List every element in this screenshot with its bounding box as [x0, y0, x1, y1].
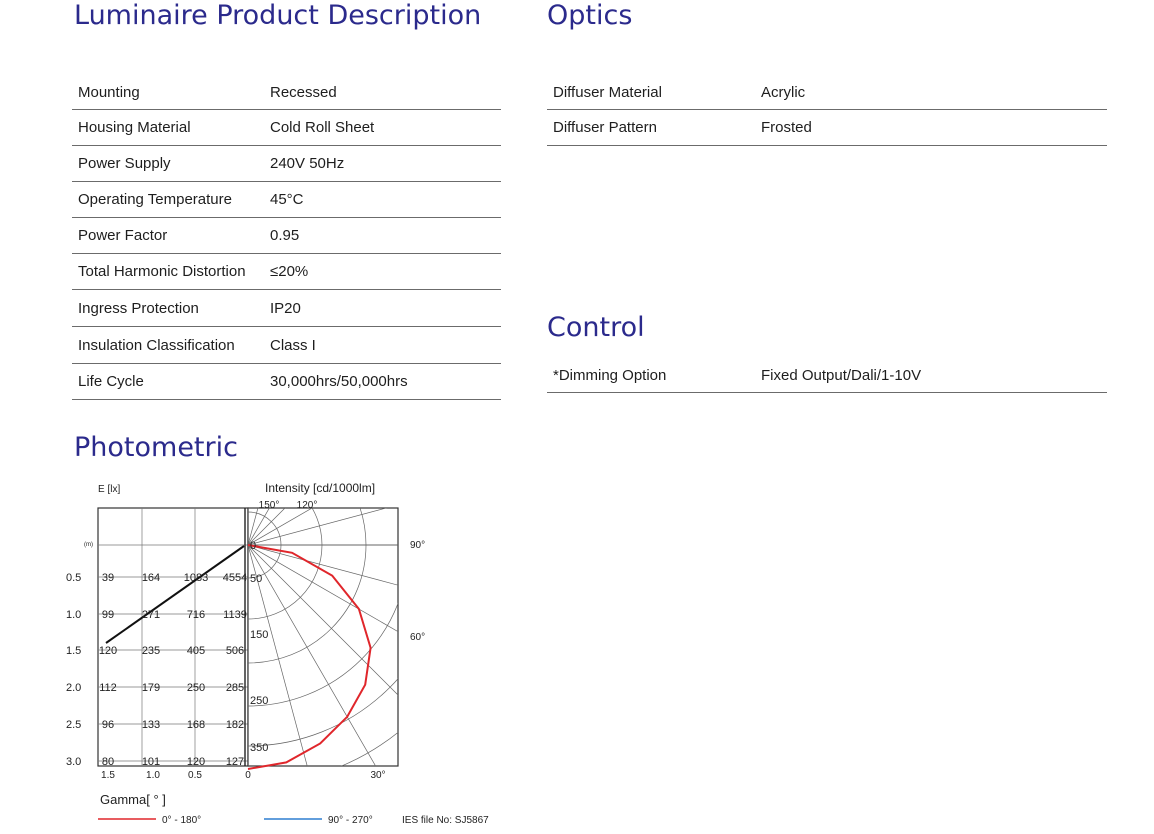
polar-spoke [248, 545, 531, 828]
illuminance-value: 4554 [222, 572, 248, 584]
spec-value: Cold Roll Sheet [270, 119, 375, 136]
photometric-title: Photometric [74, 432, 238, 463]
illuminance-value: 112 [99, 682, 117, 694]
distance-label: 2.5 [66, 719, 82, 731]
spec-row [72, 110, 501, 146]
polar-angle-label: 90° [410, 540, 426, 551]
illuminance-value: 716 [186, 609, 206, 621]
illuminance-value: 250 [186, 682, 206, 694]
polar-angle-label: 150° [258, 500, 280, 511]
intensity-axis-label: Intensity [cd/1000lm] [265, 481, 376, 495]
spec-value: Acrylic [761, 84, 806, 101]
luminaire-table [72, 76, 501, 400]
illuminance-value: 285 [225, 682, 245, 694]
polar-frame [248, 508, 398, 766]
distance-label: 1.5 [66, 645, 82, 657]
spec-label: Diffuser Material [553, 84, 662, 101]
spec-value: IP20 [270, 299, 301, 317]
spec-value: ≤20% [270, 263, 309, 280]
spec-label: Ingress Protection [78, 299, 199, 317]
photometric-chart [66, 478, 570, 834]
optics-table [547, 76, 1107, 146]
illuminance-value: 96 [101, 719, 115, 731]
illuminance-value: 1139 [223, 609, 247, 621]
spec-row [547, 76, 1107, 110]
illuminance-value: 179 [141, 682, 161, 694]
distance-label: 3.0 [66, 756, 82, 768]
luminaire-title: Luminaire Product Description [74, 0, 482, 31]
illuminance-value: 127 [225, 756, 245, 768]
intensity-curve-0-180 [248, 545, 371, 769]
illuminance-value: 120 [186, 756, 206, 768]
control-title: Control [547, 312, 645, 343]
distance-label: 0.5 [66, 572, 82, 584]
spec-row [72, 218, 501, 254]
spec-label: Total Harmonic Distortion [78, 263, 246, 280]
spec-row [72, 146, 501, 182]
illuminance-value: 39 [101, 572, 115, 584]
legend-label-90-270: 90° - 270° [328, 815, 373, 826]
illuminance-value: 235 [141, 645, 161, 657]
ies-file-label: IES file No: SJ5867 [402, 815, 489, 826]
gamma-axis-label: Gamma[ ° ] [100, 792, 166, 807]
polar-spoke [248, 545, 594, 745]
radial-label: 250 [250, 695, 269, 707]
control-table [547, 358, 1107, 393]
spec-value: 30,000hrs/50,000hrs [270, 373, 408, 390]
optics-title: Optics [547, 0, 633, 31]
illuminance-axis-label: E [lx] [98, 484, 121, 495]
spec-value: Fixed Output/Dali/1-10V [761, 366, 922, 384]
spec-label: *Dimming Option [553, 366, 667, 384]
spec-label: Power Supply [78, 155, 171, 172]
distance-axis-tick: 1.0 [146, 770, 160, 781]
spec-value: Class I [270, 336, 316, 354]
spec-label: Operating Temperature [78, 191, 232, 208]
illuminance-value: 80 [101, 756, 115, 768]
spec-value: 240V 50Hz [270, 155, 345, 172]
spec-row [72, 254, 501, 290]
spec-label: Insulation Classification [78, 336, 235, 354]
radial-label: 0 [250, 540, 257, 552]
polar-angle-label: 30° [370, 770, 386, 781]
illuminance-value: 1083 [183, 572, 209, 584]
spec-label: Housing Material [78, 119, 191, 136]
distance-label: 1.0 [66, 609, 82, 621]
radial-label: 350 [250, 742, 269, 754]
spec-label: Mounting [78, 84, 140, 101]
illuminance-value: 164 [141, 572, 161, 584]
distance-axis-tick: 0 [245, 770, 251, 781]
distance-label: 2.0 [66, 682, 82, 694]
distance-axis-tick: 1.5 [101, 770, 115, 781]
spec-row [72, 76, 501, 110]
polar-spoke [248, 545, 448, 834]
spec-value: 45°C [270, 191, 304, 208]
illuminance-value: 120 [98, 645, 118, 657]
spec-row [547, 358, 1107, 393]
illuminance-value: 405 [186, 645, 206, 657]
radial-label: 50 [250, 573, 263, 585]
beam-angle-line [106, 546, 244, 643]
spec-value: Frosted [761, 119, 812, 136]
polar-angle-label: 60° [410, 632, 426, 643]
spec-value: Recessed [270, 84, 337, 101]
spec-row [72, 364, 501, 400]
illuminance-value: 133 [141, 719, 161, 731]
polar-angle-label: 120° [296, 500, 318, 511]
spec-label: Diffuser Pattern [553, 119, 657, 136]
spec-row [72, 327, 501, 364]
illuminance-value: 101 [141, 756, 161, 768]
spec-label: Life Cycle [78, 373, 144, 390]
spec-row [72, 182, 501, 218]
illuminance-value: 99 [101, 609, 115, 621]
legend-label-0-180: 0° - 180° [162, 815, 202, 826]
spec-value: 0.95 [270, 227, 300, 244]
spec-row [547, 110, 1107, 146]
radial-label: 150 [250, 629, 269, 641]
distance-unit-label: (m) [84, 542, 93, 548]
illuminance-value: 168 [186, 719, 206, 731]
illuminance-value: 271 [141, 609, 161, 621]
polar-spoke [248, 545, 352, 834]
illuminance-value: 506 [225, 645, 245, 657]
illuminance-value: 182 [225, 719, 245, 731]
spec-row [72, 290, 501, 327]
spec-label: Power Factor [78, 227, 168, 244]
distance-axis-tick: 0.5 [188, 770, 202, 781]
